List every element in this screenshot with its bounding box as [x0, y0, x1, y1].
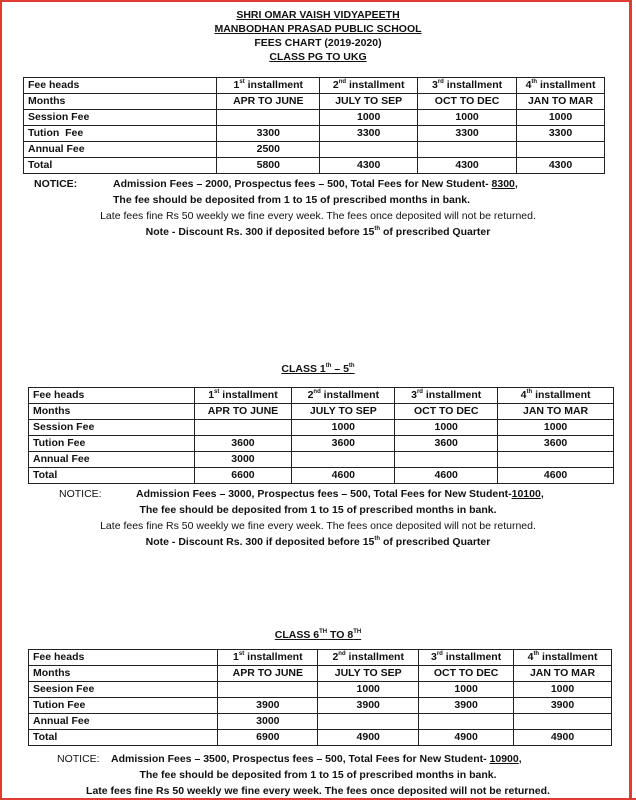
- notice-late-fee-line: Late fees fine Rs 50 weekly we fine every week. The fees once deposited will not be returned.: [100, 520, 536, 532]
- fee-cell: [318, 714, 419, 730]
- fee-cell: [514, 714, 612, 730]
- total-row: [24, 158, 605, 174]
- installment-1-header: 1st installment: [217, 78, 320, 94]
- section-title-class-6-8: CLASS 6TH TO 8TH: [274, 629, 362, 641]
- row-label: Total: [24, 158, 217, 174]
- fees-table-pg-ukg: [23, 77, 605, 174]
- fee-cell: 3300: [320, 126, 418, 142]
- table-header-row: [24, 78, 605, 94]
- installment-1-header: 1st installment: [194, 388, 292, 404]
- new-student-total: 8300: [491, 178, 515, 190]
- row-label: Tution Fee: [24, 126, 217, 142]
- section-title-pg-ukg: CLASS PG TO UKG: [269, 51, 367, 63]
- fee-cell: 1000: [292, 420, 395, 436]
- table-row: [29, 436, 614, 452]
- fee-cell: [419, 714, 514, 730]
- table-row: [24, 142, 605, 158]
- school-name-line2: MANBODHAN PRASAD PUBLIC SCHOOL: [214, 23, 422, 35]
- row-label: Annual Fee: [24, 142, 217, 158]
- fee-cell: 2500: [217, 142, 320, 158]
- months-cell: JAN TO MAR: [498, 404, 614, 420]
- months-row: [29, 666, 612, 682]
- installment-4-header: 4th installment: [517, 78, 605, 94]
- installment-4-header: 4th installment: [514, 650, 612, 666]
- months-label: Months: [29, 404, 195, 420]
- fee-heads-header: Fee heads: [24, 78, 217, 94]
- fee-cell: 3900: [419, 698, 514, 714]
- months-cell: JAN TO MAR: [514, 666, 612, 682]
- months-cell: OCT TO DEC: [419, 666, 514, 682]
- notice-deposit-line: The fee should be deposited from 1 to 15 of prescribed months in bank.: [139, 504, 497, 516]
- notice-discount-line: Note - Discount Rs. 300 if deposited before 15th of prescribed Quarter: [145, 536, 491, 548]
- fee-cell: [218, 682, 318, 698]
- row-label: Session Fee: [29, 420, 195, 436]
- total-cell: 4900: [514, 730, 612, 746]
- new-student-total: 10900: [489, 753, 519, 765]
- fee-cell: 3600: [194, 436, 292, 452]
- notice-deposit-line: The fee should be deposited from 1 to 15 of prescribed months in bank.: [139, 769, 497, 781]
- fee-heads-header: Fee heads: [29, 388, 195, 404]
- notice-label: NOTICE:: [34, 178, 78, 190]
- total-row: [29, 730, 612, 746]
- installment-2-header: 2nd installment: [292, 388, 395, 404]
- fee-cell: [498, 452, 614, 468]
- fee-cell: 3000: [194, 452, 292, 468]
- total-cell: 4300: [418, 158, 517, 174]
- months-cell: APR TO JUNE: [217, 94, 320, 110]
- fee-cell: [292, 452, 395, 468]
- months-cell: OCT TO DEC: [418, 94, 517, 110]
- months-row: [29, 404, 614, 420]
- fee-cell: [194, 420, 292, 436]
- fee-cell: 3300: [517, 126, 605, 142]
- total-cell: 4300: [517, 158, 605, 174]
- total-cell: 4900: [318, 730, 419, 746]
- installment-3-header: 3rd installment: [419, 650, 514, 666]
- table-row: [24, 110, 605, 126]
- months-row: [24, 94, 605, 110]
- table-row: [29, 714, 612, 730]
- section-title-class-1-5: CLASS 1th – 5th: [281, 363, 355, 375]
- fee-cell: 3900: [218, 698, 318, 714]
- notice-label: NOTICE:: [59, 488, 102, 500]
- fee-cell: 1000: [320, 110, 418, 126]
- total-cell: 6600: [194, 468, 292, 484]
- total-cell: 4600: [498, 468, 614, 484]
- total-row: [29, 468, 614, 484]
- notice-admission-line: Admission Fees – 3500, Prospectus fees – 500, Total Fees for New Student- 10900,: [111, 753, 522, 765]
- school-name-line1: SHRI OMAR VAISH VIDYAPEETH: [236, 9, 400, 21]
- months-cell: APR TO JUNE: [218, 666, 318, 682]
- fee-cell: 1000: [419, 682, 514, 698]
- row-label: Session Fee: [24, 110, 217, 126]
- notice-late-fee-line: Late fees fine Rs 50 weekly we fine every week. The fees once deposited will not be returned.: [86, 785, 550, 797]
- row-label: Total: [29, 468, 195, 484]
- fee-cell: 3900: [318, 698, 419, 714]
- notice-discount-line: Note - Discount Rs. 300 if deposited before 15th of prescribed Quarter: [145, 226, 491, 238]
- row-label: Annual Fee: [29, 714, 218, 730]
- months-label: Months: [29, 666, 218, 682]
- months-cell: APR TO JUNE: [194, 404, 292, 420]
- fees-table-class-1-5: [28, 387, 614, 484]
- installment-3-header: 3rd installment: [395, 388, 498, 404]
- fee-cell: [320, 142, 418, 158]
- notice-late-fee-line: Late fees fine Rs 50 weekly we fine every week. The fees once deposited will not be returned.: [100, 210, 536, 222]
- fee-cell: [395, 452, 498, 468]
- fee-cell: 1000: [395, 420, 498, 436]
- fee-cell: 3600: [292, 436, 395, 452]
- row-label: Seesion Fee: [29, 682, 218, 698]
- total-cell: 4300: [320, 158, 418, 174]
- installment-1-header: 1st installment: [218, 650, 318, 666]
- fee-cell: 1000: [418, 110, 517, 126]
- fee-cell: 3300: [418, 126, 517, 142]
- total-cell: 6900: [218, 730, 318, 746]
- chart-title: FEES CHART (2019-2020): [254, 37, 382, 49]
- fee-cell: 1000: [514, 682, 612, 698]
- fee-cell: 3300: [217, 126, 320, 142]
- fee-cell: [517, 142, 605, 158]
- table-row: [29, 698, 612, 714]
- fee-cell: [217, 110, 320, 126]
- total-cell: 4600: [292, 468, 395, 484]
- row-label: Tution Fee: [29, 436, 195, 452]
- installment-3-header: 3rd installment: [418, 78, 517, 94]
- total-cell: 5800: [217, 158, 320, 174]
- months-cell: JULY TO SEP: [320, 94, 418, 110]
- months-cell: JULY TO SEP: [318, 666, 419, 682]
- row-label: Tution Fee: [29, 698, 218, 714]
- table-row: [29, 452, 614, 468]
- fees-table-class-6-8: [28, 649, 612, 746]
- notice-deposit-line: The fee should be deposited from 1 to 15 of prescribed months in bank.: [113, 194, 471, 206]
- months-cell: OCT TO DEC: [395, 404, 498, 420]
- table-header-row: [29, 650, 612, 666]
- installment-2-header: 2nd installment: [320, 78, 418, 94]
- table-row: [29, 682, 612, 698]
- fee-cell: [418, 142, 517, 158]
- total-cell: 4600: [395, 468, 498, 484]
- total-cell: 4900: [419, 730, 514, 746]
- row-label: Total: [29, 730, 218, 746]
- fee-cell: 3000: [218, 714, 318, 730]
- table-row: [29, 420, 614, 436]
- months-cell: JULY TO SEP: [292, 404, 395, 420]
- months-cell: JAN TO MAR: [517, 94, 605, 110]
- fee-cell: 1000: [498, 420, 614, 436]
- fee-cell: 3600: [395, 436, 498, 452]
- notice-admission-line: Admission Fees – 3000, Prospectus fees – 500, Total Fees for New Student-10100,: [136, 488, 544, 500]
- fee-heads-header: Fee heads: [29, 650, 218, 666]
- installment-4-header: 4th installment: [498, 388, 614, 404]
- installment-2-header: 2nd installment: [318, 650, 419, 666]
- row-label: Annual Fee: [29, 452, 195, 468]
- months-label: Months: [24, 94, 217, 110]
- fee-cell: 1000: [318, 682, 419, 698]
- fee-cell: 3900: [514, 698, 612, 714]
- notice-label: NOTICE:: [57, 753, 100, 765]
- notice-admission-line: Admission Fees – 2000, Prospectus fees – 500, Total Fees for New Student- 8300,: [113, 178, 518, 190]
- school-header: [0, 8, 636, 64]
- table-header-row: [29, 388, 614, 404]
- table-row: [24, 126, 605, 142]
- fee-cell: 3600: [498, 436, 614, 452]
- new-student-total: 10100: [511, 488, 541, 500]
- fee-cell: 1000: [517, 110, 605, 126]
